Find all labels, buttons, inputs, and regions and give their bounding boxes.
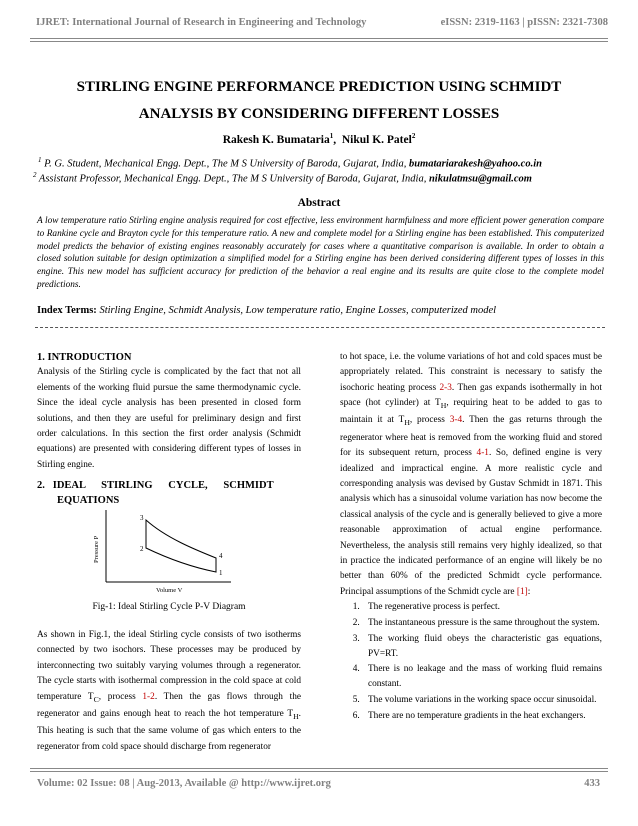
affiliation-2-email[interactable]: nikulatmsu@gmail.com (428, 173, 532, 185)
footer-rule-2 (30, 771, 608, 772)
figure-caption: Fig-1: Ideal Stirling Cycle P-V Diagram (92, 602, 246, 612)
left-body-p3: . Then the gas flows through the regenerator and gains enough heat to reach the hot temperature T (37, 691, 301, 719)
th-sub-1: H (440, 401, 447, 411)
section-1-text: Analysis of the Stirling cycle is complicated by the fact that not all elements of the working fluid pursue the same thermodynamic cycle. Since the ideal cycle analysis has been presented in closed form solutions, and then they are useful for preliminary design and first order calculations. In this section the first order analysis (Schmidt equations) are presented with considering different types of losses in Stirling engine. (37, 367, 301, 470)
right-body-text (340, 350, 602, 725)
right-body-p7: : (527, 586, 531, 597)
affiliation-1-text: P. G. Student, Mechanical Engg. Dept., The M S University of Baroda, Gujarat, India, (41, 158, 409, 170)
abstract-heading: Abstract (297, 197, 341, 209)
pv-xlabel: Volume V (156, 587, 183, 594)
pv-diagram (86, 508, 236, 596)
process-ref-1-2[interactable]: 1-2 (142, 691, 155, 702)
left-body-p4: . This heating is such that the same volume of gas which enters to the regenerator from cold space should discharge from regenerator (37, 708, 301, 752)
section-1 (37, 350, 301, 473)
list-item: 3. The working fluid obeys the characteristic gas equations, PV=RT. (362, 632, 602, 662)
section-2-heading (37, 478, 301, 509)
index-terms (37, 305, 604, 316)
pv-point-3: 3 (140, 514, 144, 522)
journal-header (30, 17, 608, 33)
affiliation-2-sup: 2 (33, 171, 37, 179)
authors (0, 132, 638, 146)
section-2-heading-line-1: 2. IDEAL STIRLING CYCLE, SCHMIDT (37, 480, 274, 491)
process-ref-4-1[interactable]: 4-1 (476, 448, 489, 459)
list-item: 6. There are no temperature gradients in the heat exchangers. (362, 709, 602, 724)
affiliation-1-email[interactable]: bumatariarakesh@yahoo.co.in (408, 158, 542, 170)
affiliation-1-sup: 1 (38, 156, 42, 164)
pv-cycle-loop (146, 520, 216, 572)
list-item: 2. The instantaneous pressure is the same throughout the system. (362, 616, 602, 631)
author-2: Nikul K. Patel (341, 133, 412, 146)
citation-ref-1[interactable]: [1] (516, 586, 528, 597)
tc-sub: C (93, 694, 99, 704)
author-1: Rakesh K. Bumataria (222, 133, 330, 146)
author-1-sup: 1 (329, 132, 334, 140)
pv-ylabel: Pressure P (93, 535, 100, 563)
author-2-sup: 2 (411, 132, 416, 140)
assumptions-list (340, 600, 602, 723)
affiliation-2-text: Assistant Professor, Mechanical Engg. Dept., The M S University of Baroda, Gujarat, India, (36, 173, 429, 185)
right-body-p1: to hot space, i.e. the volume variations of hot and cold spaces must be appropriately related. This constraint is necessary to satisfy the isochoric heating process (340, 352, 602, 393)
pv-point-2: 2 (140, 545, 144, 553)
pv-point-4: 4 (219, 552, 223, 560)
index-terms-label: Index Terms: (37, 305, 97, 316)
process-ref-3-4[interactable]: 3-4 (449, 415, 463, 426)
left-body-p2: , process (98, 691, 143, 702)
affiliation-1 (38, 156, 542, 170)
header-rule (30, 38, 608, 39)
right-body-p2: . Then gas expands isothermally in hot space (hot cylinder) at T (340, 382, 602, 409)
process-ref-2-3[interactable]: 2-3 (439, 382, 452, 393)
right-body-p6: . So, defined engine is very idealized and impractical engine. A more realistic cycle and corresponding analysis was devised by Gustav Schmidt in 1871. This analysis which has a sinusoidal volume variation has now become the classical analysis of the cycle and is generally believed to give a more reasonable approximation of actual engine performance. Nevertheless, the analysis still remains very highly idealized, so that in practice the indicated performance of an engine will likely be no better than 60% of the predicted Schmidt cycle performance. Principal assumptions of the Schmidt cycle are (340, 448, 602, 597)
footer-rule (30, 768, 608, 769)
list-item: 1. The regenerative process is perfect. (362, 600, 602, 615)
journal-name: IJRET: International Journal of Research in Engineering and Technology (36, 17, 367, 28)
right-body-p4: , process (409, 415, 450, 426)
page-number: 433 (584, 778, 600, 789)
footer (37, 778, 608, 789)
th-sub: H (293, 711, 299, 721)
right-body-p5: . Then the gas returns through the regenerator where heat is removed from the working fluid and stored for its subsequent return, process (340, 415, 602, 459)
header-rule-2 (30, 41, 608, 42)
section-1-heading: 1. INTRODUCTION (37, 352, 132, 363)
author-sep: , (333, 133, 342, 146)
th-sub-2: H (404, 418, 410, 428)
footer-volume: Volume: 02 Issue: 08 | Aug-2013, Available @ http://www.ijret.org (37, 778, 331, 789)
list-item: 4. There is no leakage and the mass of working fluid remains constant. (362, 662, 602, 692)
journal-issn: eISSN: 2319-1163 | pISSN: 2321-7308 (440, 17, 608, 28)
paper-title-line-2: ANALYSIS BY CONSIDERING DIFFERENT LOSSES (138, 106, 500, 122)
left-body-text (37, 628, 301, 755)
dashed-divider (35, 327, 605, 329)
left-body-p1: As shown in Fig.1, the ideal Stirling cycle consists of two isotherms connected by two isochors. These processes may be produced by interconnecting two suitably varying volumes through a regenerator. The cycle starts with isothermal compression in the cold space at cold temperature T (37, 630, 301, 702)
right-body-p3: , requiring heat to be added to gas to maintain it at T (340, 398, 602, 426)
pv-point-1: 1 (219, 569, 223, 577)
affiliation-2 (33, 171, 532, 185)
abstract-text: A low temperature ratio Stirling engine analysis required for cost effective, less environment harmfulness and more efficient power generation compare to Rankine cycle and Brayton cycle for this temperature ratio. A new and complete model for a Stirling engine has been established. This computerized model predicts the behavior of existing engines reasonably accurately for cases where a quantitative comparison is available. In order to obtain a closed solution suitable for design optimization a simplified model for a Stirling engine has been derived considering different types of losses in this engine. This new model has sufficient accuracy for prediction of the behavior a real engine and its results are quite close to the complete model predictions. (37, 216, 604, 290)
section-2-heading-line-2: EQUATIONS (57, 495, 120, 507)
list-item: 5. The volume variations in the working space occur sinusoidal. (362, 693, 602, 708)
paper-title-line-1: STIRLING ENGINE PERFORMANCE PREDICTION USING SCHMIDT (76, 79, 562, 95)
index-terms-text: Stirling Engine, Schmidt Analysis, Low temperature ratio, Engine Losses, computerized model (96, 305, 497, 316)
